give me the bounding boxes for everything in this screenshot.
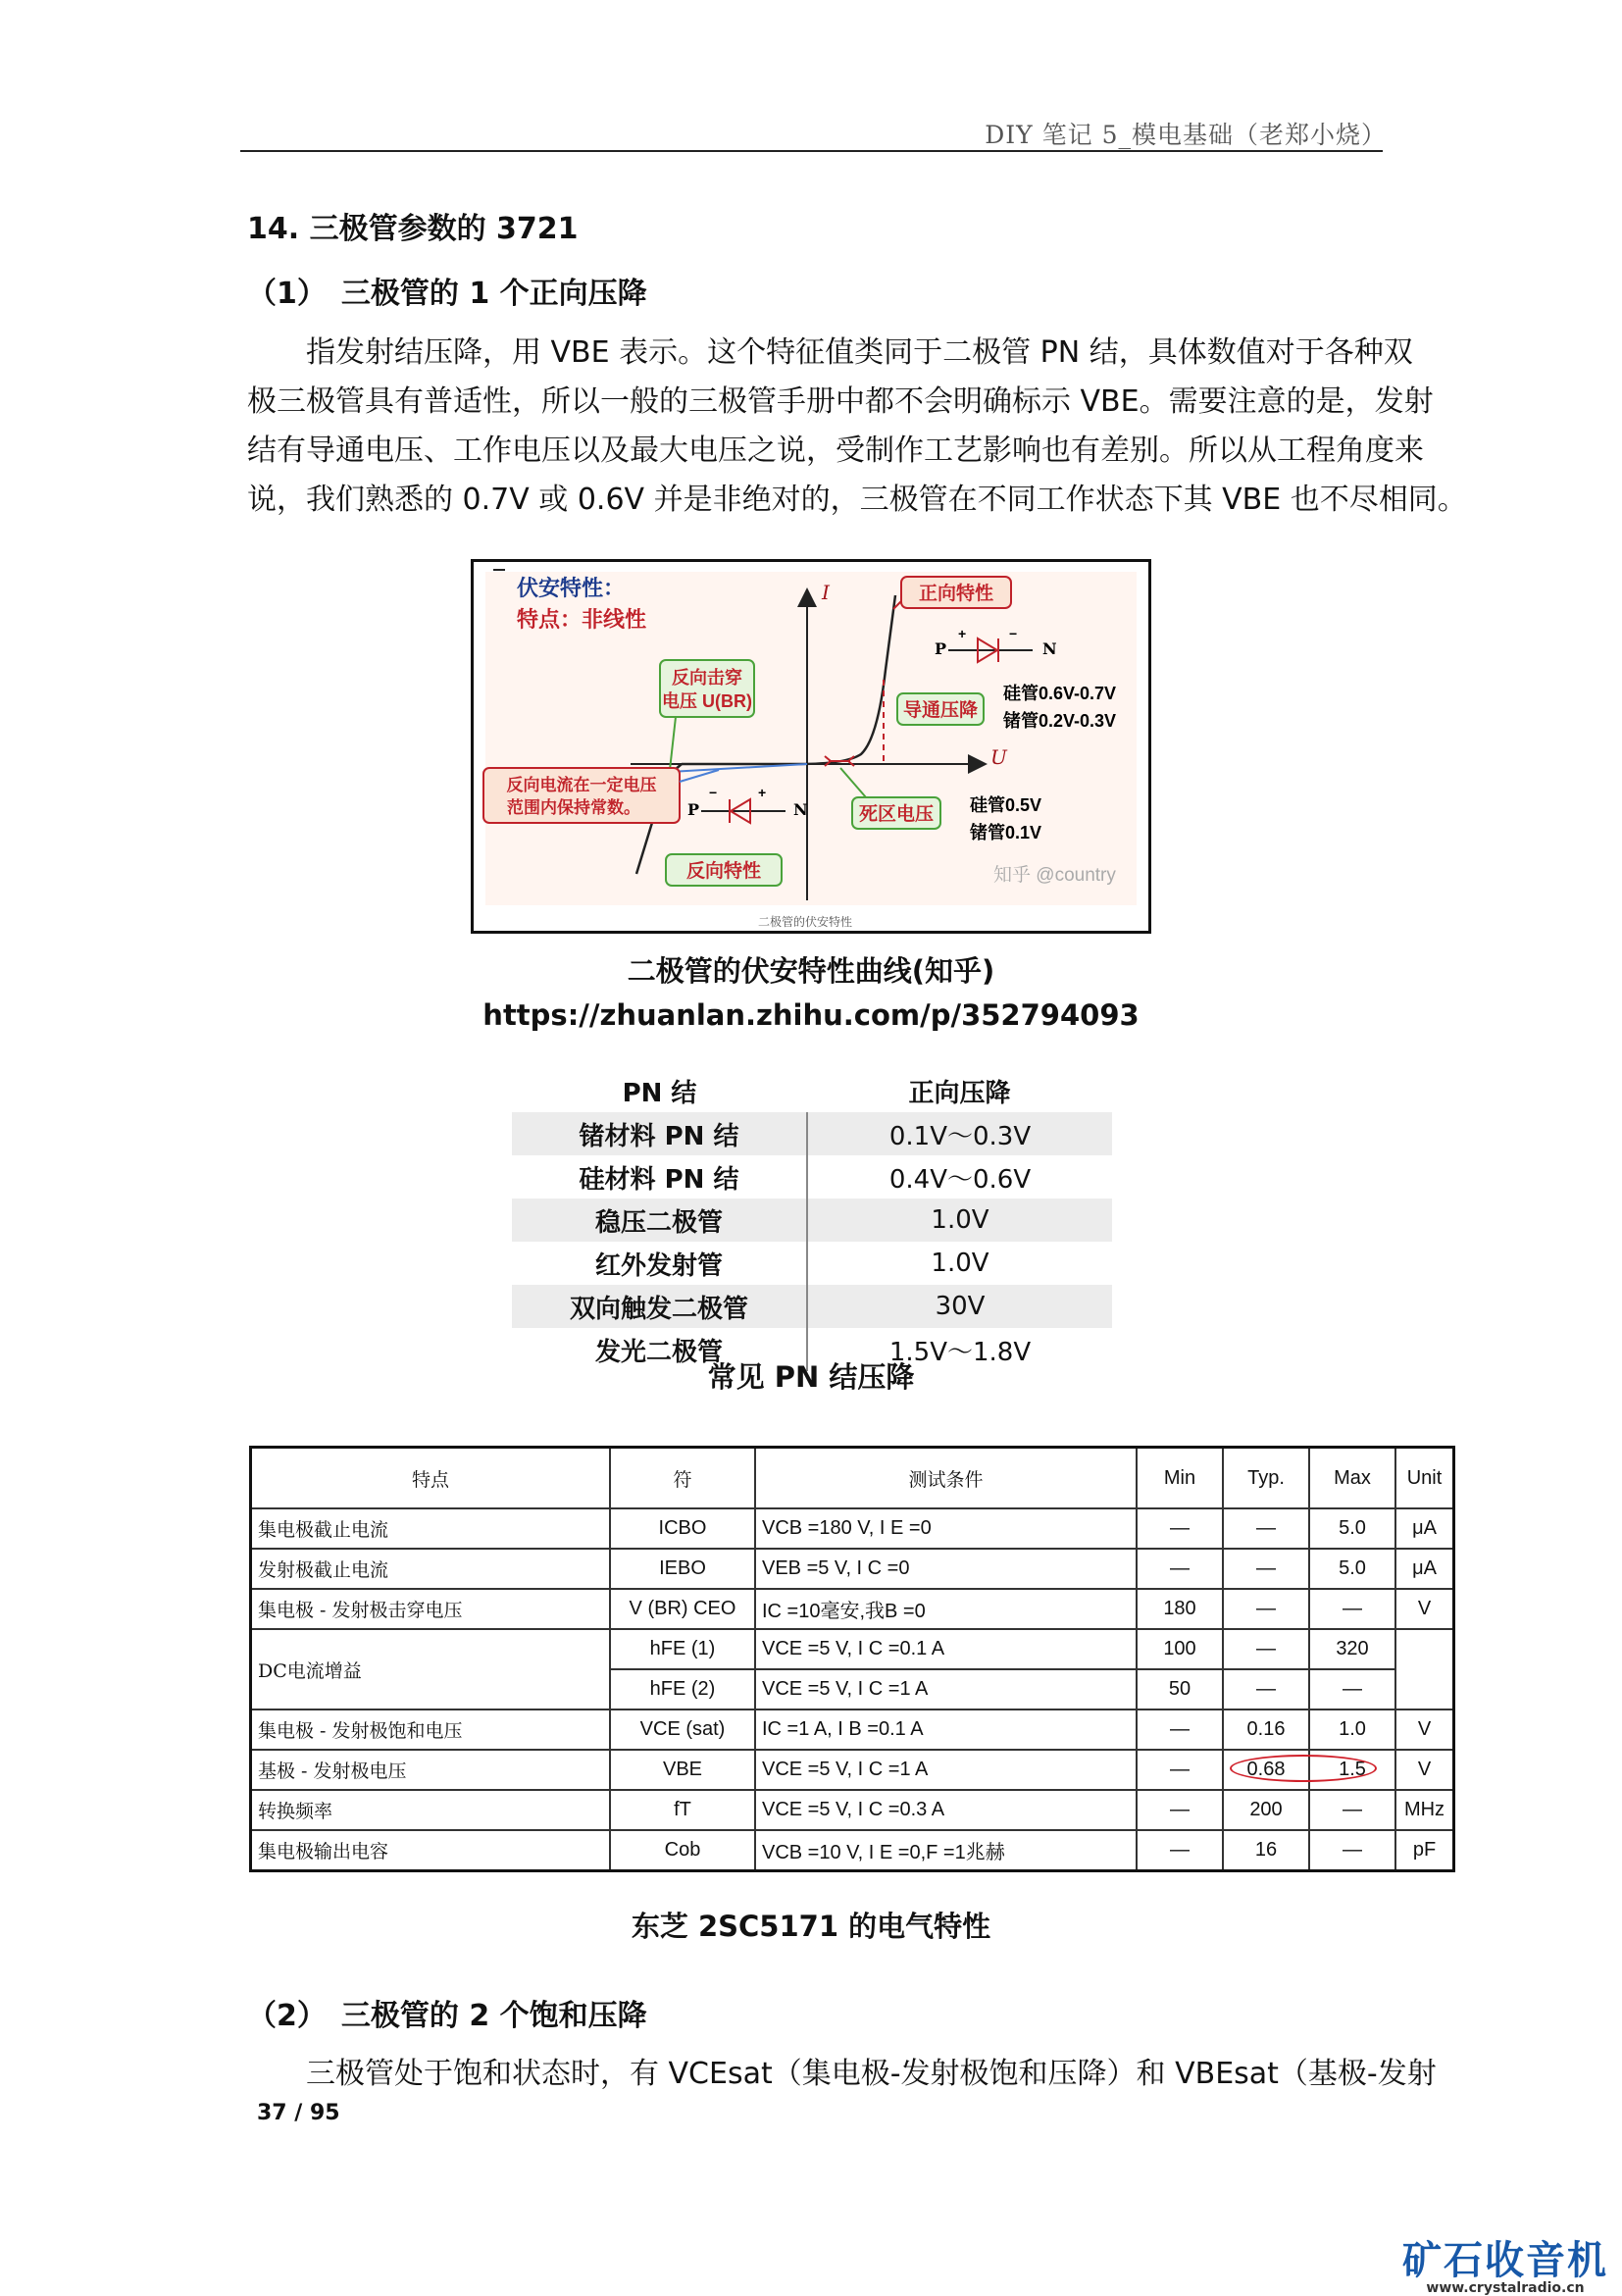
param-symbol: VCE (sat): [610, 1709, 755, 1750]
paragraph-line: 结有导通电压、工作电压以及最大电压之说，受制作工艺影响也有差别。所以从工程角度来: [247, 434, 1424, 468]
logo-url: www.crystalradio.cn: [1426, 2280, 1585, 2296]
param-condition: IC =10毫安,我B =0: [755, 1589, 1137, 1629]
column-header: Max: [1309, 1448, 1395, 1509]
table-row: [512, 1199, 1112, 1242]
param-typ: 200: [1223, 1790, 1309, 1830]
table-header-row: [251, 1448, 1454, 1509]
table-cell: 硅材料 PN 结: [512, 1155, 807, 1199]
section-heading: 14. 三极管参数的 3721: [247, 212, 579, 246]
param-min: —: [1137, 1830, 1223, 1871]
forward-label: 正向特性: [918, 584, 994, 604]
param-typ: —: [1223, 1669, 1309, 1709]
si-conduct-text: 硅管0.6V-0.7V: [1003, 684, 1117, 703]
svg-text:+: +: [958, 626, 967, 641]
param-typ: —: [1223, 1508, 1309, 1549]
header-title: DIY 笔记 5_模电基础（老郑小烧）: [985, 121, 1387, 149]
param-typ: —: [1223, 1589, 1309, 1629]
watermark: 知乎 @country: [993, 865, 1116, 886]
column-header: 符: [610, 1448, 755, 1509]
param-min: —: [1137, 1549, 1223, 1589]
param-name: 转换频率: [251, 1790, 611, 1830]
svg-text:P: P: [687, 800, 700, 819]
paragraph-2: [247, 2050, 1437, 2099]
diode-vi-diagram: [474, 562, 1148, 931]
param-symbol: V (BR) CEO: [610, 1589, 755, 1629]
subsection-heading-2: （2） 三极管的 2 个饱和压降: [247, 1999, 647, 2033]
paragraph-line: 说，我们熟悉的 0.7V 或 0.6V 并是非绝对的，三极管在不同工作状态下其 VBE 也不尽相同。: [247, 483, 1467, 517]
spec-table: [249, 1446, 1455, 1872]
param-typ: —: [1223, 1629, 1309, 1669]
param-condition: IC =1 A, I B =0.1 A: [755, 1709, 1137, 1750]
table-row: [251, 1508, 1454, 1549]
reverse-label: 反向特性: [685, 861, 762, 882]
figure-caption: 二极管的伏安特性曲线(知乎): [627, 954, 995, 988]
svg-text:−: −: [709, 785, 718, 800]
table-cell: 0.1V～0.3V: [807, 1112, 1112, 1155]
table-row: [512, 1155, 1112, 1199]
typ-value: 0.68: [1246, 1759, 1286, 1780]
table-cell: 锗材料 PN 结: [512, 1112, 807, 1155]
param-condition: VCE =5 V, I C =1 A: [755, 1669, 1137, 1709]
table-cell: 0.4V～0.6V: [888, 1164, 1032, 1195]
param-max: —: [1309, 1589, 1395, 1629]
paragraph-line: 极三极管具有普适性，所以一般的三极管手册中都不会明确标示 VBE。需要注意的是，发射: [247, 384, 1434, 419]
param-name: DC电流增益: [251, 1629, 611, 1709]
page-number: 37 / 95: [257, 2101, 340, 2125]
param-symbol: hFE (1): [610, 1629, 755, 1669]
param-min: 180: [1137, 1589, 1223, 1629]
param-condition: VCB =10 V, I E =0,F =1兆赫: [755, 1830, 1137, 1871]
param-min: —: [1137, 1508, 1223, 1549]
figure-title-1: 伏安特性：: [517, 576, 626, 600]
param-unit: V: [1395, 1709, 1454, 1750]
dead-label: 死区电压: [858, 804, 935, 825]
param-unit: V: [1395, 1589, 1454, 1629]
param-unit: pF: [1395, 1830, 1454, 1871]
svg-text:P: P: [935, 639, 947, 658]
param-typ: —: [1223, 1549, 1309, 1589]
breakdown-label-1: 反向击穿: [672, 668, 742, 688]
column-header: 特点: [251, 1448, 611, 1509]
param-condition: VCE =5 V, I C =0.1 A: [755, 1629, 1137, 1669]
column-header: 正向压降: [908, 1078, 1011, 1108]
figure-caption-url: https://zhuanlan.zhihu.com/p/352794093: [482, 998, 1140, 1032]
param-unit: V: [1395, 1750, 1454, 1790]
column-header: Unit: [1395, 1448, 1454, 1509]
axis-u-label: U: [990, 745, 1007, 769]
param-condition: VEB =5 V, I C =0: [755, 1549, 1137, 1589]
ge-dead-text: 锗管0.1V: [970, 823, 1042, 842]
param-min: —: [1137, 1750, 1223, 1790]
param-symbol: fT: [610, 1790, 755, 1830]
header-rule: [240, 150, 1383, 152]
param-typ: [1223, 1750, 1309, 1790]
param-max: —: [1309, 1669, 1395, 1709]
subsection-heading-1: （1） 三极管的 1 个正向压降: [247, 277, 647, 311]
param-name: 集电极 - 发射极击穿电压: [251, 1589, 611, 1629]
table-row: [251, 1629, 1454, 1669]
figure-small-caption: 二极管的伏安特性: [758, 915, 853, 929]
param-max: 1.5: [1309, 1750, 1395, 1790]
param-unit: MHz: [1395, 1790, 1454, 1830]
table-row: [251, 1549, 1454, 1589]
param-symbol: Cob: [610, 1830, 755, 1871]
table-row: [251, 1709, 1454, 1750]
column-header: PN 结: [622, 1078, 697, 1108]
revcur-label-1: 反向电流在一定电压: [506, 776, 657, 794]
diode-vi-figure: [471, 559, 1151, 934]
table-cell: 双向触发二极管: [512, 1285, 807, 1328]
svg-text:N: N: [1042, 639, 1057, 658]
spec-table-caption: 东芝 2SC5171 的电气特性: [631, 1910, 991, 1943]
table-cell: 1.5V～1.8V: [807, 1328, 1112, 1371]
breakdown-label-2: 电压 U(BR): [662, 691, 752, 711]
site-logo: [1402, 2238, 1608, 2296]
param-name: 基极 - 发射极电压: [251, 1750, 611, 1790]
param-max: 320: [1309, 1629, 1395, 1669]
param-symbol: ICBO: [610, 1508, 755, 1549]
param-max: 5.0: [1309, 1549, 1395, 1589]
param-name: 集电极截止电流: [251, 1508, 611, 1549]
table-header-row: [512, 1069, 1112, 1112]
axis-i-label: I: [822, 581, 830, 604]
table-cell: 30V: [807, 1285, 1112, 1328]
paragraph-line: 指发射结压降，用 VBE 表示。这个特征值类同于二极管 PN 结，具体数值对于各种双: [247, 335, 1413, 370]
paragraph-1: [247, 329, 1467, 525]
param-min: 100: [1137, 1629, 1223, 1669]
param-name: 集电极输出电容: [251, 1830, 611, 1871]
svg-text:+: +: [758, 785, 767, 800]
table-row: [251, 1790, 1454, 1830]
revcur-label-2: 范围内保持常数。: [507, 798, 640, 817]
table-cell: 稳压二极管: [512, 1199, 807, 1242]
highlight-ellipse: [1230, 1755, 1377, 1782]
param-symbol: VBE: [610, 1750, 755, 1790]
table-cell: 发光二极管: [512, 1328, 807, 1371]
table-cell: 红外发射管: [512, 1242, 807, 1285]
param-min: —: [1137, 1790, 1223, 1830]
param-min: —: [1137, 1709, 1223, 1750]
table-row: [512, 1285, 1112, 1328]
param-typ: 0.16: [1223, 1709, 1309, 1750]
param-name: 集电极 - 发射极饱和电压: [251, 1709, 611, 1750]
param-unit: [1395, 1629, 1454, 1709]
param-symbol: IEBO: [610, 1549, 755, 1589]
ge-conduct-text: 锗管0.2V-0.3V: [1003, 711, 1117, 731]
param-condition: VCB =180 V, I E =0: [755, 1508, 1137, 1549]
svg-text:N: N: [793, 800, 808, 819]
param-condition: VCE =5 V, I C =0.3 A: [755, 1790, 1137, 1830]
table-row: [512, 1242, 1112, 1285]
param-typ: 16: [1223, 1830, 1309, 1871]
pn-voltage-table: [512, 1069, 1112, 1371]
param-max: 5.0: [1309, 1508, 1395, 1549]
table-caption: 常见 PN 结压降: [707, 1360, 915, 1394]
table-row: [251, 1750, 1454, 1790]
table-cell: 1.0V: [807, 1199, 1112, 1242]
svg-text:−: −: [1009, 626, 1018, 641]
figure-title-2: 特点：非线性: [517, 607, 647, 632]
param-max: 1.0: [1309, 1709, 1395, 1750]
table-row: [251, 1589, 1454, 1629]
param-condition: VCE =5 V, I C =1 A: [755, 1750, 1137, 1790]
table-row: [512, 1112, 1112, 1155]
param-max: —: [1309, 1790, 1395, 1830]
param-symbol: hFE (2): [610, 1669, 755, 1709]
param-unit: μA: [1395, 1508, 1454, 1549]
param-max: —: [1309, 1830, 1395, 1871]
column-header: 测试条件: [755, 1448, 1137, 1509]
param-min: 50: [1137, 1669, 1223, 1709]
logo-name: 矿石收音机: [1402, 2238, 1608, 2283]
si-dead-text: 硅管0.5V: [970, 795, 1042, 815]
column-header: Typ.: [1223, 1448, 1309, 1509]
paragraph-line: 三极管处于饱和状态时，有 VCEsat（集电极-发射极饱和压降）和 VBEsat（基极-发射: [247, 2057, 1437, 2091]
param-name: 发射极截止电流: [251, 1549, 611, 1589]
table-row: [251, 1830, 1454, 1871]
table-cell: 1.0V: [931, 1249, 989, 1278]
conduct-label: 导通压降: [902, 700, 979, 721]
column-header: Min: [1137, 1448, 1223, 1509]
param-unit: μA: [1395, 1549, 1454, 1589]
